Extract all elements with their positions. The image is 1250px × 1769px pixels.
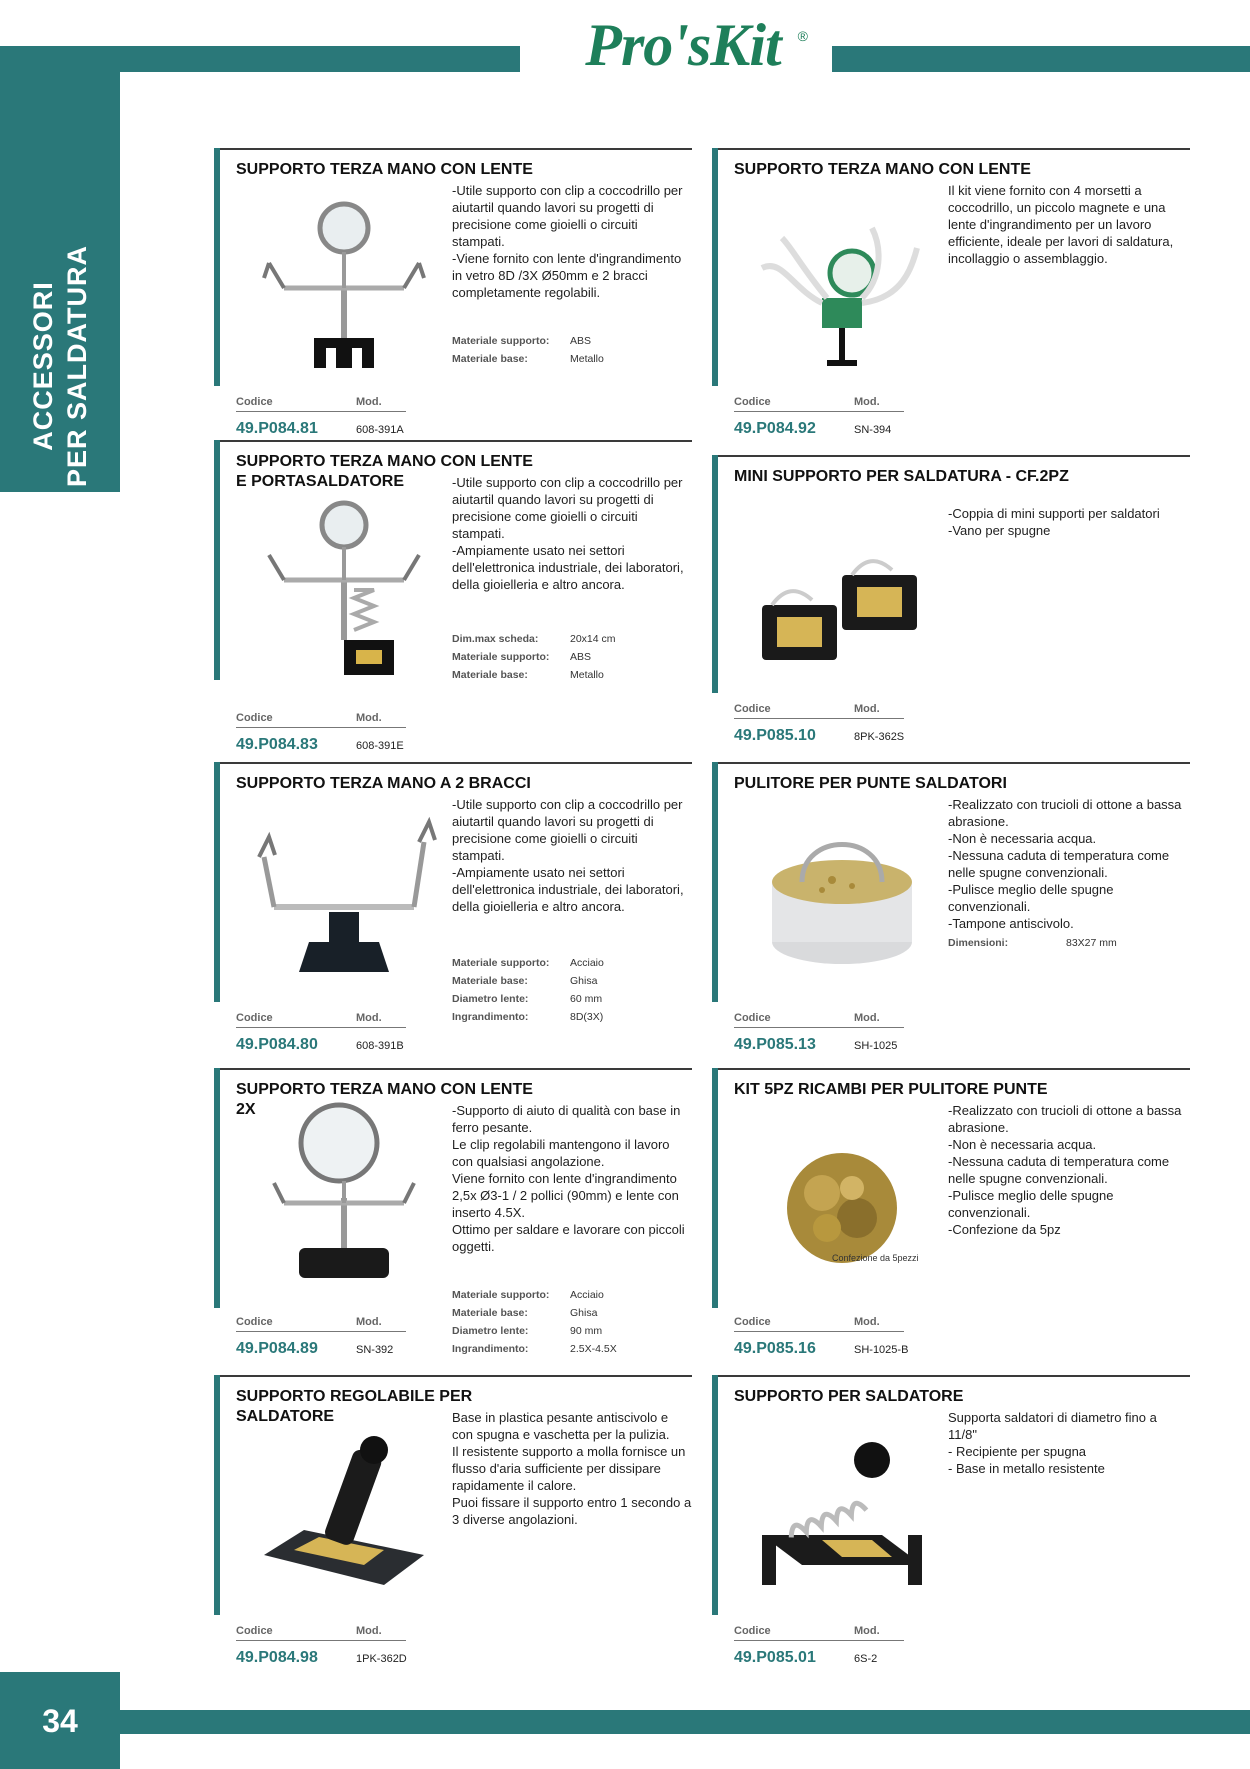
code-header bbox=[236, 712, 406, 728]
brass-wool-image bbox=[742, 1108, 942, 1308]
card-accent-bar bbox=[214, 148, 220, 386]
spec-key: Dim.max scheda: bbox=[452, 633, 539, 645]
spec-value: ABS bbox=[570, 651, 592, 663]
description-line: -Realizzato con trucioli di ottone a bassa abrasione. bbox=[948, 1103, 1182, 1135]
product-code: 49.P085.01 bbox=[734, 1649, 816, 1666]
mod-label: Mod. bbox=[356, 1316, 382, 1328]
product-code: 49.P084.81 bbox=[236, 420, 318, 437]
code-label: Codice bbox=[734, 703, 771, 715]
spec-key: Materiale supporto: bbox=[452, 957, 550, 969]
card-accent-bar bbox=[712, 762, 718, 1002]
product-description bbox=[452, 182, 692, 301]
spec-value: Ghisa bbox=[570, 975, 598, 987]
card-top-rule bbox=[712, 455, 1190, 457]
spec-value: 2.5X-4.5X bbox=[570, 1343, 617, 1355]
spec-table bbox=[452, 630, 616, 684]
spec-key: Diametro lente: bbox=[452, 1325, 529, 1337]
spec-key: Materiale base: bbox=[452, 975, 528, 987]
product-description bbox=[452, 1102, 692, 1255]
spec-row bbox=[452, 332, 604, 350]
description-line: -Non è necessaria acqua. bbox=[948, 1137, 1097, 1152]
code-header bbox=[236, 1625, 406, 1641]
product-code: 49.P084.80 bbox=[236, 1036, 318, 1053]
product-title: SUPPORTO TERZA MANO CON LENTE 2X bbox=[236, 1081, 533, 1118]
spec-row bbox=[452, 648, 616, 666]
product-code: 49.P084.98 bbox=[236, 1649, 318, 1666]
spec-key: Materiale supporto: bbox=[452, 335, 550, 347]
card-top-rule bbox=[712, 148, 1190, 150]
spec-value: Ghisa bbox=[570, 1307, 598, 1319]
description-line: -Confezione da 5pz bbox=[948, 1222, 1061, 1237]
code-label: Codice bbox=[734, 396, 771, 408]
card-top-rule bbox=[214, 762, 692, 764]
mini-stand-pair-image bbox=[742, 505, 942, 705]
spec-row bbox=[452, 1340, 617, 1358]
product-title: SUPPORTO TERZA MANO CON LENTE E PORTASALDATORE bbox=[236, 453, 533, 490]
card-top-rule bbox=[214, 1068, 692, 1070]
code-header bbox=[734, 1316, 904, 1332]
code-label: Codice bbox=[236, 712, 273, 724]
product-description bbox=[452, 1409, 692, 1528]
code-label: Codice bbox=[236, 396, 273, 408]
product-description bbox=[948, 1409, 1188, 1477]
card-top-rule bbox=[214, 148, 692, 150]
code-header bbox=[734, 1625, 904, 1641]
spec-key: Dimensioni: bbox=[948, 937, 1009, 949]
code-header bbox=[236, 1316, 406, 1332]
image-caption: Confezione da 5pezzi bbox=[832, 1253, 919, 1263]
product-title: PULITORE PER PUNTE SALDATORI bbox=[734, 775, 1007, 792]
code-header bbox=[734, 396, 904, 412]
spec-value: Metallo bbox=[570, 669, 604, 681]
product-code: 49.P085.13 bbox=[734, 1036, 816, 1053]
product-model: 8PK-362S bbox=[854, 731, 905, 743]
description-line: -Supporto di aiuto di qualità con base in ferro pesante. bbox=[452, 1103, 681, 1135]
product-code: 49.P085.16 bbox=[734, 1340, 816, 1357]
description-line: -Utile supporto con clip a coccodrillo per aiutartil quando lavori su progetti di precisione come gioielli o circuiti stampati. bbox=[452, 475, 683, 541]
description-line: - Recipiente per spugna bbox=[948, 1444, 1087, 1459]
card-top-rule bbox=[712, 762, 1190, 764]
spec-table bbox=[948, 934, 1117, 952]
spec-value: 83X27 mm bbox=[1066, 937, 1117, 949]
spec-row bbox=[452, 1304, 617, 1322]
description-line: Le clip regolabili mantengono il lavoro con qualsiasi angolazione. bbox=[452, 1137, 670, 1169]
spec-table bbox=[452, 332, 604, 368]
description-line: -Viene fornito con lente d'ingrandimento in vetro 8D /3X Ø50mm e 2 bracci completamente regolabili. bbox=[452, 251, 682, 300]
description-line: -Ampiamente usato nei settori dell'elettronica industriale, dei laboratori, della gioielleria e altro ancora. bbox=[452, 865, 684, 914]
description-line: Ottimo per saldare e lavorare con piccoli oggetti. bbox=[452, 1222, 685, 1254]
mod-label: Mod. bbox=[356, 1625, 382, 1637]
spec-row bbox=[452, 630, 616, 648]
code-label: Codice bbox=[236, 1316, 273, 1328]
product-title: SUPPORTO REGOLABILE PER SALDATORE bbox=[236, 1388, 473, 1425]
card-accent-bar bbox=[214, 762, 220, 1002]
spec-row bbox=[452, 1008, 604, 1026]
mod-label: Mod. bbox=[854, 396, 880, 408]
card-accent-bar bbox=[712, 148, 718, 386]
product-title: SUPPORTO TERZA MANO CON LENTE bbox=[734, 161, 1031, 178]
product-description bbox=[452, 474, 692, 593]
registered-mark: ® bbox=[797, 28, 808, 44]
mod-label: Mod. bbox=[854, 1012, 880, 1024]
spec-value: Acciaio bbox=[570, 1289, 604, 1301]
mod-label: Mod. bbox=[356, 712, 382, 724]
mod-label: Mod. bbox=[854, 1625, 880, 1637]
spec-key: Materiale base: bbox=[452, 669, 528, 681]
code-label: Codice bbox=[734, 1316, 771, 1328]
product-code: 49.P084.83 bbox=[236, 736, 318, 753]
card-top-rule bbox=[214, 440, 692, 442]
section-tab-line2: PER SALDATURA bbox=[62, 245, 92, 487]
code-label: Codice bbox=[734, 1012, 771, 1024]
product-model: SN-392 bbox=[356, 1344, 394, 1356]
product-model: SH-1025-B bbox=[854, 1344, 909, 1356]
code-header bbox=[236, 396, 406, 412]
section-tab-line1: ACCESSORI bbox=[28, 281, 58, 451]
product-title: KIT 5PZ RICAMBI PER PULITORE PUNTE bbox=[734, 1081, 1048, 1098]
product-description bbox=[948, 1102, 1188, 1238]
spec-value: ABS bbox=[570, 335, 592, 347]
spring-stand-image bbox=[742, 1415, 942, 1615]
description-line: Viene fornito con lente d'ingrandimento 2,5x Ø3-1 / 2 pollici (90mm) e lente con inserto 4.5X. bbox=[452, 1171, 679, 1220]
code-label: Codice bbox=[236, 1012, 273, 1024]
spec-value: Acciaio bbox=[570, 957, 604, 969]
spec-row bbox=[452, 666, 616, 684]
section-tab-label bbox=[26, 245, 94, 487]
spec-row bbox=[452, 350, 604, 368]
spec-table bbox=[452, 1286, 617, 1358]
helping-hands-iron-holder-image bbox=[244, 490, 444, 690]
product-description bbox=[948, 796, 1188, 932]
description-line: Supporta saldatori di diametro fino a 11/8" bbox=[948, 1410, 1157, 1442]
description-line: -Nessuna caduta di temperatura come nelle spugne convenzionali. bbox=[948, 848, 1170, 880]
logo-text: Pro'sKit bbox=[585, 12, 781, 78]
spec-row bbox=[452, 1322, 617, 1340]
product-model: 608-391E bbox=[356, 740, 404, 752]
code-header bbox=[734, 1012, 904, 1028]
description-line: -Ampiamente usato nei settori dell'elettronica industriale, dei laboratori, della gioielleria e altro ancora. bbox=[452, 543, 684, 592]
product-description bbox=[452, 796, 692, 915]
helping-hands-two-arms-image bbox=[244, 802, 444, 1002]
description-line: -Nessuna caduta di temperatura come nelle spugne convenzionali. bbox=[948, 1154, 1170, 1186]
description-line: -Coppia di mini supporti per saldatori bbox=[948, 506, 1160, 521]
mod-label: Mod. bbox=[356, 396, 382, 408]
description-line: - Base in metallo resistente bbox=[948, 1461, 1105, 1476]
adjustable-stand-image bbox=[244, 1415, 444, 1615]
spec-row bbox=[948, 934, 1117, 952]
card-accent-bar bbox=[712, 1375, 718, 1615]
product-code: 49.P084.89 bbox=[236, 1340, 318, 1357]
product-code: 49.P085.10 bbox=[734, 727, 816, 744]
code-header bbox=[236, 1012, 406, 1028]
product-description bbox=[948, 182, 1188, 267]
spec-key: Materiale supporto: bbox=[452, 1289, 550, 1301]
card-accent-bar bbox=[712, 1068, 718, 1308]
description-line: -Pulisce meglio delle spugne convenzionali. bbox=[948, 882, 1114, 914]
helping-hands-flexible-image bbox=[742, 188, 942, 388]
proskit-logo bbox=[548, 10, 818, 80]
description-line: -Pulisce meglio delle spugne convenzionali. bbox=[948, 1188, 1114, 1220]
top-bar-right bbox=[832, 46, 1250, 72]
product-model: 6S-2 bbox=[854, 1653, 878, 1665]
product-title: SUPPORTO PER SALDATORE bbox=[734, 1388, 964, 1405]
spec-row bbox=[452, 1286, 617, 1304]
spec-value: 60 mm bbox=[570, 993, 603, 1005]
spec-row bbox=[452, 954, 604, 972]
description-line: Puoi fissare il supporto entro 1 secondo a 3 diverse angolazioni. bbox=[452, 1495, 692, 1527]
description-line: -Realizzato con trucioli di ottone a bassa abrasione. bbox=[948, 797, 1182, 829]
mod-label: Mod. bbox=[356, 1012, 382, 1024]
mod-label: Mod. bbox=[854, 1316, 880, 1328]
tip-cleaner-image bbox=[742, 802, 942, 1002]
page-number: 34 bbox=[42, 1703, 78, 1739]
spec-value: 90 mm bbox=[570, 1325, 603, 1337]
helping-hands-2x-image bbox=[244, 1098, 444, 1298]
spec-key: Ingrandimento: bbox=[452, 1343, 529, 1355]
helping-hands-magnifier-image bbox=[244, 188, 444, 388]
card-accent-bar bbox=[214, 440, 220, 680]
product-model: 1PK-362D bbox=[356, 1653, 407, 1665]
product-title: SUPPORTO TERZA MANO A 2 BRACCI bbox=[236, 775, 531, 792]
description-line: -Vano per spugne bbox=[948, 523, 1051, 538]
description-line: Base in plastica pesante antiscivolo e con spugna e vaschetta per la pulizia. bbox=[452, 1410, 670, 1442]
product-title: SUPPORTO TERZA MANO CON LENTE bbox=[236, 161, 533, 178]
spec-value: 20x14 cm bbox=[570, 633, 616, 645]
description-line: -Utile supporto con clip a coccodrillo per aiutartil quando lavori su progetti di precisione come gioielli o circuiti stampati. bbox=[452, 183, 683, 249]
spec-key: Materiale base: bbox=[452, 1307, 528, 1319]
description-line: Il resistente supporto a molla fornisce un flusso d'aria sufficiente per dissipare rapidamente il calore. bbox=[452, 1444, 686, 1493]
description-line: -Utile supporto con clip a coccodrillo per aiutartil quando lavori su progetti di precisione come gioielli o circuiti stampati. bbox=[452, 797, 683, 863]
card-accent-bar bbox=[712, 455, 718, 693]
product-model: SH-1025 bbox=[854, 1040, 898, 1052]
spec-row bbox=[452, 972, 604, 990]
spec-row bbox=[452, 990, 604, 1008]
product-model: 608-391A bbox=[356, 424, 404, 436]
code-label: Codice bbox=[734, 1625, 771, 1637]
mod-label: Mod. bbox=[854, 703, 880, 715]
description-line: Il kit viene fornito con 4 morsetti a coccodrillo, un piccolo magnete e una lente d'ingrandimento per un lavoro efficiente, ideale per lavori di saldatura, incollaggio o assemblaggio. bbox=[948, 183, 1174, 266]
spec-key: Materiale base: bbox=[452, 353, 528, 365]
card-accent-bar bbox=[214, 1375, 220, 1615]
product-model: 608-391B bbox=[356, 1040, 404, 1052]
product-code: 49.P084.92 bbox=[734, 420, 816, 437]
card-top-rule bbox=[214, 1375, 692, 1377]
bottom-bar bbox=[120, 1710, 1250, 1734]
card-accent-bar bbox=[214, 1068, 220, 1308]
spec-key: Diametro lente: bbox=[452, 993, 529, 1005]
product-model: SN-394 bbox=[854, 424, 892, 436]
spec-key: Ingrandimento: bbox=[452, 1011, 529, 1023]
product-description bbox=[948, 505, 1188, 539]
spec-table bbox=[452, 954, 604, 1026]
card-top-rule bbox=[712, 1068, 1190, 1070]
section-tab bbox=[0, 46, 120, 492]
description-line: -Non è necessaria acqua. bbox=[948, 831, 1097, 846]
card-top-rule bbox=[712, 1375, 1190, 1377]
spec-key: Materiale supporto: bbox=[452, 651, 550, 663]
spec-value: Metallo bbox=[570, 353, 604, 365]
code-header bbox=[734, 703, 904, 719]
product-title: MINI SUPPORTO PER SALDATURA - CF.2PZ bbox=[734, 468, 1069, 485]
code-label: Codice bbox=[236, 1625, 273, 1637]
spec-value: 8D(3X) bbox=[570, 1011, 604, 1023]
description-line: -Tampone antiscivolo. bbox=[948, 916, 1074, 931]
